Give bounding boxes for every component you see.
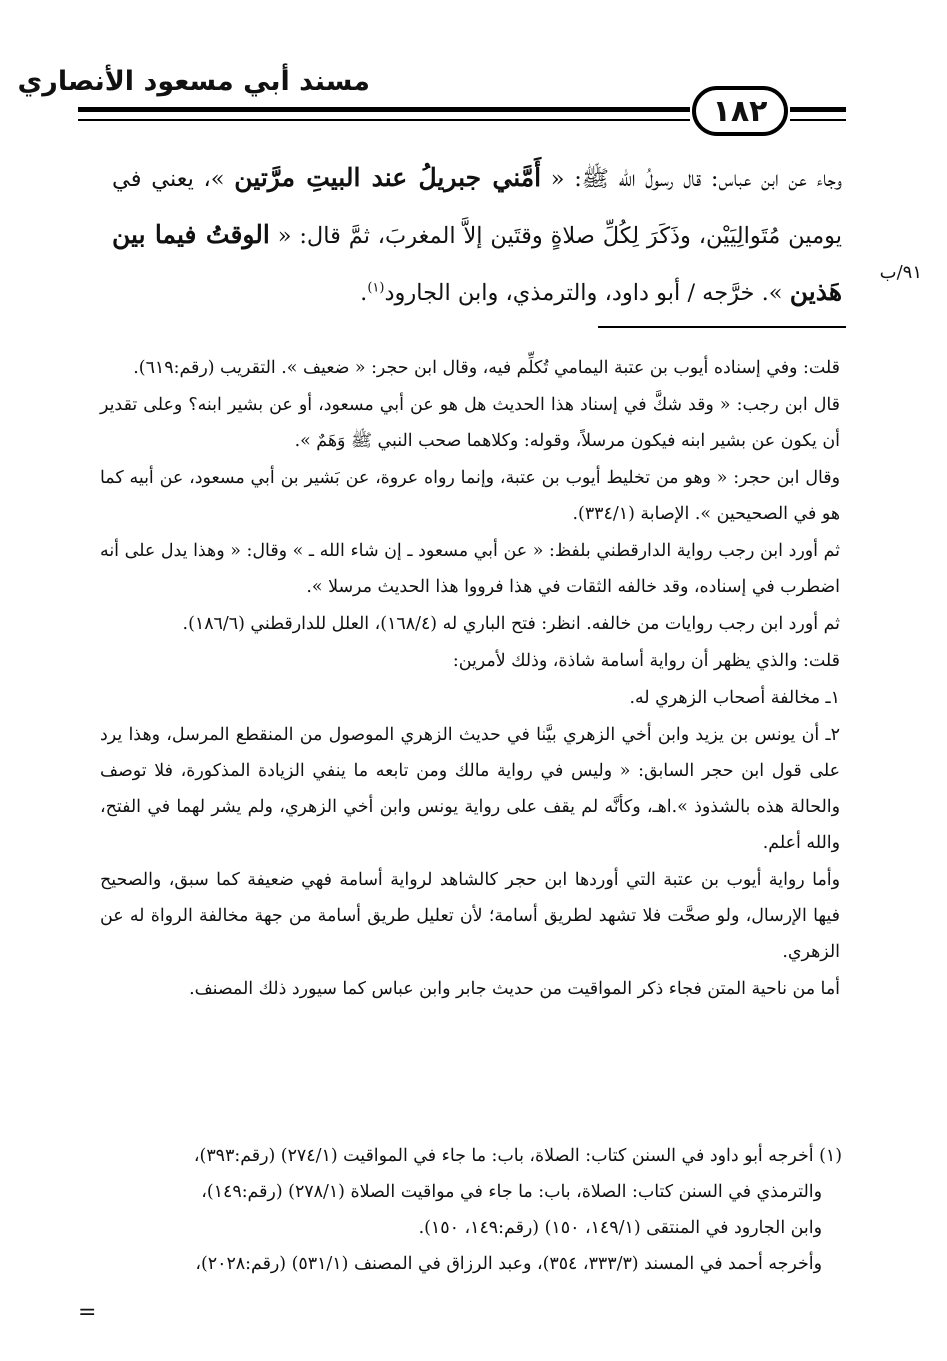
main-text-3: ». خرَّجه / أبو داود، والترمذي، وابن الجارود xyxy=(384,280,790,306)
header-rule-right xyxy=(790,107,846,112)
footnote-line: والترمذي في السنن كتاب: الصلاة، باب: ما جاء في مواقيت الصلاة (٢٧٨/١) (رقم:١٤٩)، xyxy=(201,1182,822,1202)
note-paragraph: ثم أورد ابن رجب روايات من خالفه. انظر: فتح الباري له (١٦٨/٤)، العلل للدارقطني (١٨٦/٦). xyxy=(182,614,840,634)
main-text-4: . xyxy=(360,280,368,306)
manuscript-folio-note: ٩١/ب xyxy=(879,262,922,283)
note-paragraph: ٢ـ أن يونس بن يزيد وابن أخي الزهري بيَّنا في حديث الزهري الموصول من المنقطع المرسل، وهذا يرد على قول ابن حجر السابق: « وليس في رواية مالك ومن تابعه ما ينفي الزيادة المذكورة، فلا توصف والحالة هذه بالشذوذ ».اهـ، وكأنَّه لم يقف على رواية يونس وابن أخي الزهري، ولم يشر لهما في الفتح، والله أعلم. xyxy=(100,725,840,853)
note-paragraph: أما من ناحية المتن فجاء ذكر المواقيت من حديث جابر وابن عباس كما سيورد ذلك المصنف. xyxy=(189,979,840,999)
running-header-title: مسند أبي مسعود الأنصاري xyxy=(17,66,370,97)
header-rule-left xyxy=(78,107,690,112)
footnote-line: وابن الجارود في المنتقى (١٤٩/١، ١٥٠) (رقم:١٤٩، ١٥٠). xyxy=(418,1218,822,1238)
note-paragraph: قلت: وفي إسناده أيوب بن عتبة اليمامي تُكلِّم فيه، وقال ابن حجر: « ضعيف ». التقريب (رقم:٦١٩). xyxy=(133,358,840,378)
note-paragraph: ١ـ مخالفة أصحاب الزهري له. xyxy=(629,688,840,708)
footnotes xyxy=(92,1138,842,1282)
page-number-badge: ١٨٢ xyxy=(692,86,788,136)
note-paragraph: قال ابن رجب: « وقد شكَّ في إسناد هذا الحديث هل هو عن أبي مسعود، أو عن بشير ابنه؟ وعلى تقدير أن يكون عن بشير ابنه فيكون مرسلاً، وقوله: وكلاهما صحب النبي ﷺ وَهَمٌ ». xyxy=(100,395,840,451)
main-text-1: وجاء عن ابن عباس: قال رسولُ الله ﷺ: « xyxy=(541,166,843,192)
footnote-line: (١) أخرجه أبو داود في السنن كتاب: الصلاة، باب: ما جاء في المواقيت (٢٧٤/١) (رقم:٣٩٣)، xyxy=(193,1146,842,1166)
header-rule-left-thin xyxy=(78,119,690,121)
hadith-quote-1: أَمَّني جبريلُ عند البيتِ مرَّتين xyxy=(234,163,542,192)
note-paragraph: وأما رواية أيوب بن عتبة التي أوردها ابن حجر كالشاهد لرواية أسامة فهي ضعيفة كما سبق، والصحيح فيها الإرسال، ولو صحَّت فلا تشهد لطريق أسامة؛ لأن تعليل طريق أسامة من جهة مخالفة الرواة له عن الزهري. xyxy=(100,870,840,962)
footnote-ref[interactable]: (١) xyxy=(367,280,385,296)
hadith-quote-2: الوقتُ فيما بين هَذين xyxy=(112,220,842,306)
main-paragraph xyxy=(112,150,842,321)
main-text-2: »، يعني في يومين مُتَوالِيَيْن، وذَكَرَ لِكُلِّ صلاةٍ وقتَين إلاَّ المغربَ، ثمَّ قال: « xyxy=(112,166,843,249)
note-paragraph: قلت: والذي يظهر أن رواية أسامة شاذة، وذلك لأمرين: xyxy=(452,651,840,671)
note-paragraph: ثم أورد ابن رجب رواية الدارقطني بلفظ: « عن أبي مسعود ـ إن شاء الله ـ » وقال: « وهذا يدل على أنه اضطرب في إسناده، وقد خالفه الثقات في هذا فرووا هذا الحديث مرسلا ». xyxy=(100,541,840,597)
footnote-separator xyxy=(598,326,846,328)
note-paragraph: وقال ابن حجر: « وهو من تخليط أيوب بن عتبة، وإنما رواه عروة، عن بَشير بن أبي مسعود، عن أبيه كما هو في الصحيحين ». الإصابة (٣٣٤/١). xyxy=(100,468,840,524)
footnote-line: وأخرجه أحمد في المسند (٣٣٣/٣، ٣٥٤)، وعبد الرزاق في المصنف (٥٣١/١) (رقم:٢٠٢٨)، xyxy=(195,1254,822,1274)
commentary-notes xyxy=(100,350,840,1007)
header-rule-right-thin xyxy=(790,119,846,121)
continuation-mark: = xyxy=(78,1300,97,1325)
